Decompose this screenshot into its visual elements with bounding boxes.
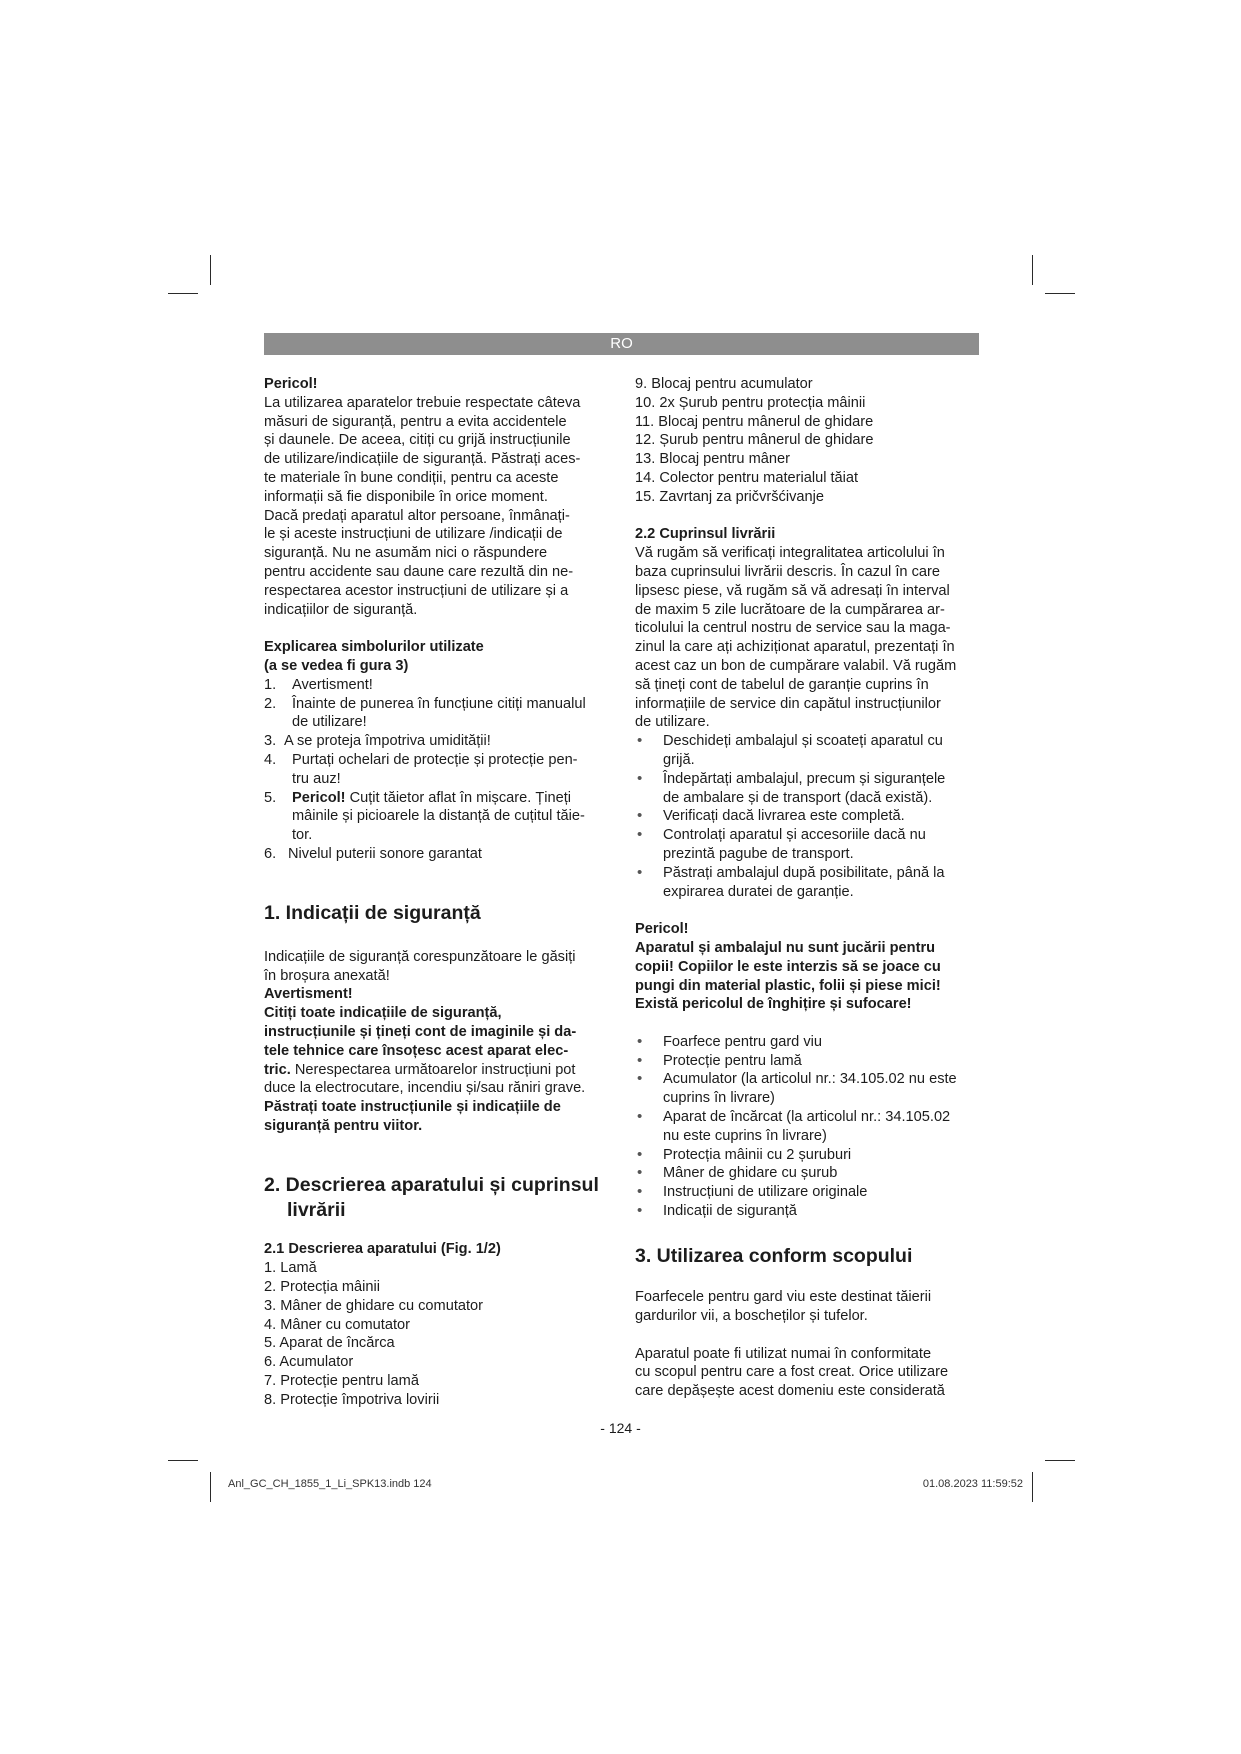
- bullet-item: [635, 1108, 980, 1146]
- symbol-list-item: [264, 676, 614, 695]
- symbol-list-item: [264, 751, 614, 789]
- list-number: 6.: [264, 845, 277, 862]
- warning-label: Avertisment!: [264, 986, 353, 1003]
- bullet-icon: •: [637, 1145, 643, 1163]
- text-line: duce la electrocutare, incendiu și/sau răniri grave.: [264, 1080, 586, 1097]
- list-number: 1.: [264, 676, 277, 693]
- bullet-text: Acumulator (la articolul nr.: 34.105.02 nu este: [663, 1071, 957, 1088]
- list-text: de utilizare!: [292, 714, 367, 731]
- bullet-text: Aparat de încărcat (la articolul nr.: 34.105.02: [663, 1109, 951, 1126]
- list-number: 2.: [264, 695, 277, 712]
- bullet-icon: •: [637, 1164, 643, 1182]
- parts-list-item: 12. Șurub pentru mânerul de ghidare: [635, 432, 874, 449]
- bullet-icon: •: [637, 826, 643, 844]
- symbol-list-item: [264, 695, 614, 733]
- text-line: siguranță pentru viitor.: [264, 1117, 423, 1134]
- parts-list-item: 14. Colector pentru materialul tăiat: [635, 469, 859, 486]
- symbol-list-item: [264, 789, 614, 845]
- symbols-subtitle: (a se vedea fi gura 3): [264, 657, 409, 674]
- bullet-text: grijă.: [663, 751, 695, 768]
- list-rest-text: Cuțit tăietor aflat în mișcare. Țineți: [345, 789, 572, 806]
- text-line: Indicațiile de siguranță corespunzătoare le găsiți: [264, 948, 576, 965]
- text-line: de utilizare/indicațiile de siguranță. Păstrați aces-: [264, 451, 581, 468]
- parts-list-item: 5. Aparat de încărca: [264, 1335, 395, 1352]
- bullet-text: expirarea duratei de garanție.: [663, 883, 854, 900]
- section-2-1-title: 2.1 Descrierea aparatului (Fig. 1/2): [264, 1241, 501, 1258]
- bullet-text: nu este cuprins în livrare): [663, 1127, 827, 1144]
- bullet-text: Îndepărtați ambalajul, precum și siguranțele: [663, 770, 946, 787]
- bullet-item: [635, 1164, 980, 1183]
- bullet-text: Păstrați ambalajul după posibilitate, până la: [663, 864, 945, 881]
- bullet-item: [635, 1202, 980, 1221]
- text-line: și daunele. De aceea, citiți cu grijă instrucțiunile: [264, 432, 571, 449]
- text-line: măsuri de siguranță, pentru a evita accidentele: [264, 413, 567, 430]
- bullet-icon: •: [637, 863, 643, 881]
- bullet-icon: •: [637, 1183, 643, 1201]
- bullet-text: Protecția mâinii cu 2 șuruburi: [663, 1146, 852, 1163]
- text-line: să țineți cont de tabelul de garanție cuprins în: [635, 676, 929, 693]
- parts-list-item: 7. Protecție pentru lamă: [264, 1372, 419, 1389]
- symbols-list: [264, 676, 614, 864]
- text-line: indicațiilor de siguranță.: [264, 601, 418, 618]
- delivery-paragraph: [635, 544, 980, 732]
- bullet-text: Controlați aparatul și accesoriile dacă nu: [663, 827, 926, 844]
- keep-instructions-text: [264, 1098, 614, 1136]
- text-line: Dacă predați aparatul altor persoane, înmânați-: [264, 507, 570, 524]
- bullet-item: [635, 807, 980, 826]
- warning-consequence: [264, 1079, 614, 1098]
- text-line: siguranță. Nu ne asumăm nici o răspundere: [264, 545, 548, 562]
- bullet-icon: •: [637, 1070, 643, 1088]
- bullet-text: Foarfece pentru gard viu: [663, 1033, 822, 1050]
- bullet-item: [635, 1146, 980, 1165]
- parts-list: [264, 1259, 614, 1409]
- symbol-list-item: [264, 732, 614, 751]
- bullet-item: [635, 826, 980, 864]
- section-2-2-title: 2.2 Cuprinsul livrării: [635, 526, 776, 543]
- page-number: - 124 -: [600, 1420, 641, 1436]
- bullet-icon: •: [637, 807, 643, 825]
- section-2-title-line2: livrării: [287, 1198, 346, 1221]
- text-line: Vă rugăm să verificați integralitatea articolului în: [635, 545, 945, 562]
- parts-list-item: 9. Blocaj pentru acumulator: [635, 376, 813, 392]
- list-number: 4.: [264, 751, 277, 768]
- parts-list-item: 11. Blocaj pentru mânerul de ghidare: [635, 413, 874, 430]
- bullet-text: de ambalare și de transport (dacă există).: [663, 789, 933, 806]
- bullet-text: Protecție pentru lamă: [663, 1052, 802, 1069]
- section-1-paragraph: [264, 948, 614, 986]
- text-line: zinul la care ați achiziționat aparatul, prezentați în: [635, 639, 955, 656]
- text-line: pentru accidente sau daune care rezultă din ne-: [264, 563, 574, 580]
- bullet-icon: •: [637, 1032, 643, 1050]
- text-line: lipsesc piese, vă rugăm să vă adresați în interval: [635, 582, 950, 599]
- footer-datetime: 01.08.2023 11:59:52: [922, 1478, 1023, 1490]
- delivery-contents-list: [635, 1033, 980, 1221]
- text-line: de maxim 5 zile lucrătoare de la cumpărarea ar-: [635, 601, 945, 618]
- symbols-title: Explicarea simbolurilor utilizate: [264, 639, 484, 656]
- crop-mark: [1045, 293, 1075, 294]
- bullet-text: cuprins în livrare): [663, 1090, 775, 1107]
- section-3-title: 3. Utilizarea conform scopului: [635, 1244, 913, 1267]
- language-label: RO: [610, 335, 633, 352]
- section-2-title-line1: 2. Descrierea aparatului și cuprinsul: [264, 1174, 599, 1197]
- text-line: te materiale în bune condiții, pentru ca aceste: [264, 469, 559, 486]
- text-line: cu scopul pentru care a fost creat. Orice utilizare: [635, 1364, 949, 1381]
- bullet-item: [635, 770, 980, 808]
- text-line: pungi din material plastic, folii și piese mici!: [635, 977, 941, 994]
- parts-list-item: 10. 2x Șurub pentru protecția mâinii: [635, 394, 866, 411]
- bullet-item: [635, 732, 980, 770]
- list-bold-text: Pericol!: [292, 789, 346, 806]
- bullet-item: [635, 1052, 980, 1071]
- list-text: [292, 789, 614, 808]
- text-line: Citiți toate indicațiile de siguranță,: [264, 1005, 502, 1022]
- text-line: tele tehnice care însoțesc acest aparat elec-: [264, 1042, 569, 1059]
- danger-2-text: [635, 939, 980, 1014]
- text-line: le și aceste instrucțiuni de utilizare /indicații de: [264, 526, 563, 543]
- text-line: acest caz un bon de cumpărare valabil. Vă rugăm: [635, 657, 957, 674]
- text-line: copii! Copiilor le este interzis să se joace cu: [635, 958, 941, 975]
- text-line: Aparatul și ambalajul nu sunt jucării pentru: [635, 939, 936, 956]
- text-line: ticolului la centrul nostru de service sau la maga-: [635, 620, 951, 637]
- list-text: Avertisment!: [292, 676, 373, 693]
- text-line: Foarfecele pentru gard viu este destinat tăierii: [635, 1289, 932, 1306]
- crop-mark: [210, 1472, 211, 1502]
- text-line: gardurilor vii, a boscheților și tufelor.: [635, 1307, 868, 1324]
- crop-mark: [210, 255, 211, 285]
- parts-list-item: 8. Protecție împotriva lovirii: [264, 1391, 440, 1408]
- list-number: 5.: [264, 789, 277, 806]
- list-text: tru auz!: [292, 770, 341, 787]
- bullet-text: Mâner de ghidare cu șurub: [663, 1165, 838, 1182]
- parts-list-item: 3. Mâner de ghidare cu comutator: [264, 1297, 484, 1314]
- text-line: Aparatul poate fi utilizat numai în conformitate: [635, 1345, 932, 1362]
- bullet-text: Verificați dacă livrarea este completă.: [663, 808, 905, 825]
- crop-mark: [168, 293, 198, 294]
- bullet-text: Indicații de siguranță: [663, 1203, 797, 1220]
- bullet-item: [635, 1183, 980, 1202]
- list-text: Înainte de punerea în funcțiune citiți manualul: [292, 695, 586, 712]
- right-column: [635, 375, 980, 1401]
- list-number: 3.: [264, 733, 277, 750]
- crop-mark: [168, 1460, 198, 1461]
- parts-list-continued: [635, 375, 980, 507]
- text-line: informațiile de service din capătul instrucțiunilor: [635, 695, 941, 712]
- text-line: de utilizare.: [635, 714, 710, 731]
- danger-title: Pericol!: [264, 376, 318, 392]
- bullet-item: [635, 864, 980, 902]
- text-line: care depășește acest domeniu este considerată: [635, 1383, 945, 1400]
- language-header-bar: [264, 333, 979, 355]
- danger-2-title: Pericol!: [635, 921, 689, 938]
- footer-filename: Anl_GC_CH_1855_1_Li_SPK13.indb 124: [228, 1478, 432, 1490]
- warning-bold-word: tric.: [264, 1061, 291, 1078]
- text-line: instrucțiunile și țineți cont de imaginile și da-: [264, 1024, 577, 1040]
- warning-rest-text: Nerespectarea următoarelor instrucțiuni pot: [290, 1061, 576, 1078]
- text-line: Există pericolul de înghițire și sufocare!: [635, 996, 912, 1013]
- parts-list-item: 1. Lamă: [264, 1260, 317, 1277]
- list-text: Nivelul puterii sonore garantat: [288, 845, 482, 862]
- parts-list-item: 15. Zavrtanj za pričvršćivanje: [635, 488, 824, 505]
- bullet-text: Instrucțiuni de utilizare originale: [663, 1184, 868, 1201]
- list-text: mâinile și picioarele la distanță de cuțitul tăie-: [292, 808, 585, 825]
- bullet-text: prezintă pagube de transport.: [663, 845, 854, 862]
- warning-mixed-line: [264, 1061, 614, 1080]
- parts-list-item: 13. Blocaj pentru mâner: [635, 451, 790, 468]
- symbol-list-item: [264, 845, 614, 864]
- text-line: informații să fie disponibile în orice moment.: [264, 488, 548, 505]
- bullet-icon: •: [637, 769, 643, 787]
- list-text: A se proteja împotriva umidității!: [284, 733, 491, 750]
- unpacking-checklist: [635, 732, 980, 901]
- bullet-icon: •: [637, 1051, 643, 1069]
- text-line: Păstrați toate instrucțiunile și indicațiile de: [264, 1099, 561, 1116]
- section-1-title: 1. Indicații de siguranță: [264, 902, 481, 925]
- bullet-icon: •: [637, 1202, 643, 1220]
- parts-list-item: 4. Mâner cu comutator: [264, 1316, 411, 1333]
- intended-use-paragraph-1: [635, 1288, 980, 1326]
- text-line: respectarea acestor instrucțiuni de utilizare și a: [264, 582, 569, 599]
- warning-bold-text: [264, 1004, 614, 1060]
- list-text: Purtați ochelari de protecție și protecție pen-: [292, 751, 578, 768]
- bullet-text: Deschideți ambalajul și scoateți aparatul cu: [663, 733, 943, 750]
- danger-paragraph: [264, 394, 614, 620]
- bullet-item: [635, 1033, 980, 1052]
- parts-list-item: 2. Protecția mâinii: [264, 1278, 380, 1295]
- crop-mark: [1032, 1472, 1033, 1502]
- section-2-title: [264, 1173, 614, 1222]
- text-line: baza cuprinsului livrării descris. În cazul în care: [635, 563, 940, 580]
- intended-use-paragraph-2: [635, 1345, 980, 1401]
- parts-list-item: 6. Acumulator: [264, 1354, 354, 1371]
- text-line: în broșura anexată!: [264, 967, 390, 984]
- text-line: La utilizarea aparatelor trebuie respectate câteva: [264, 394, 581, 411]
- bullet-icon: •: [637, 732, 643, 750]
- bullet-item: [635, 1070, 980, 1108]
- crop-mark: [1032, 255, 1033, 285]
- bullet-icon: •: [637, 1108, 643, 1126]
- crop-mark: [1045, 1460, 1075, 1461]
- list-text: tor.: [292, 827, 313, 844]
- left-column: [264, 375, 614, 1410]
